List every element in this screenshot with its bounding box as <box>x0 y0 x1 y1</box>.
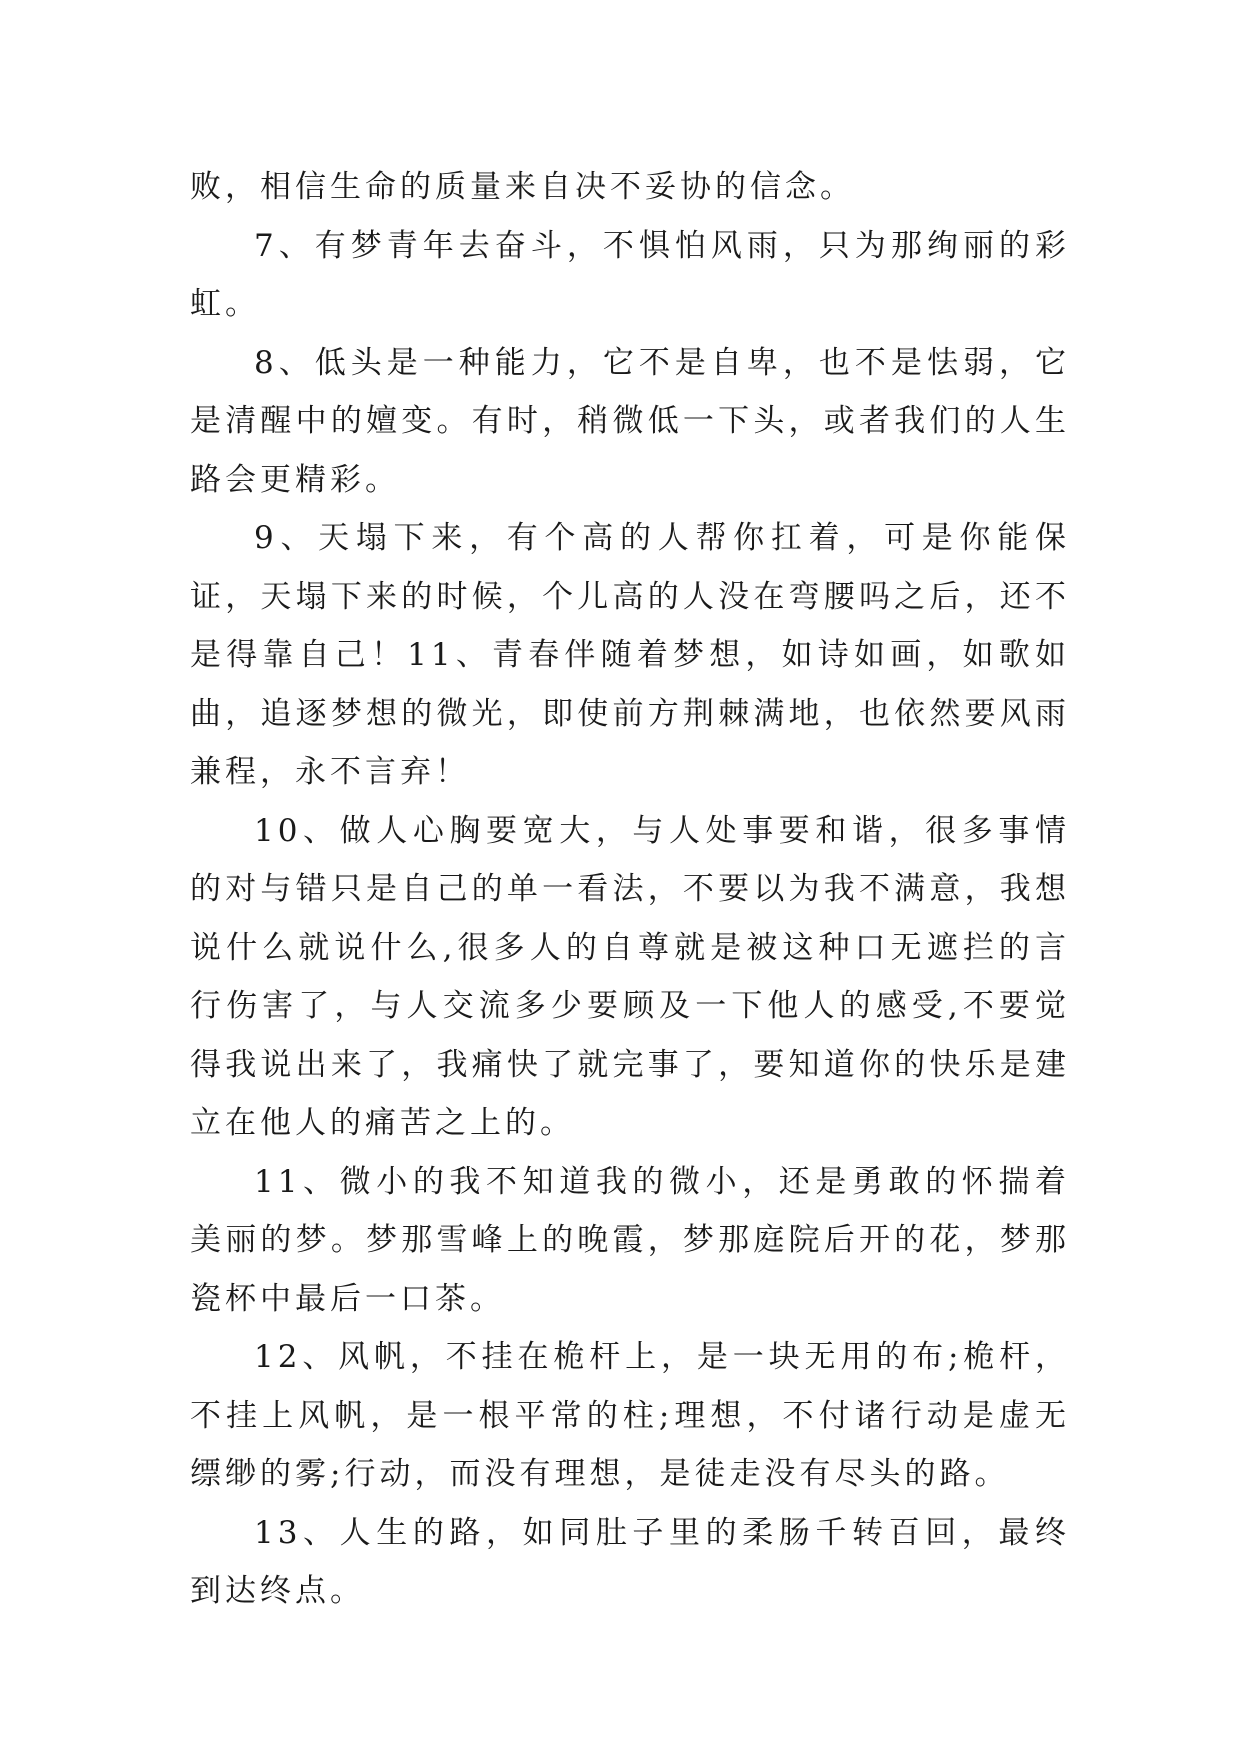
paragraph-item-10: 10、做人心胸要宽大，与人处事要和谐，很多事情的对与错只是自己的单一看法，不要以为我不满意，我想说什么就说什么,很多人的自尊就是被这种口无遮拦的言行伤害了，与人交流多少要顾及一下他人的感受,不要觉得我说出来了，我痛快了就完事了，要知道你的快乐是建立在他人的痛苦之上的。 <box>190 812 1070 1141</box>
paragraph-item-11: 11、微小的我不知道我的微小，还是勇敢的怀揣着美丽的梦。梦那雪峰上的晚霞，梦那庭院后开的花，梦那瓷杯中最后一口茶。 <box>190 1163 1070 1317</box>
paragraph-item-12: 12、风帆，不挂在桅杆上，是一块无用的布;桅杆，不挂上风帆，是一根平常的柱;理想，不付诸行动是虚无缥缈的雾;行动，而没有理想，是徒走没有尽头的路。 <box>190 1339 1070 1492</box>
document-body <box>190 158 1070 1621</box>
paragraph-item-9: 9、天塌下来，有个高的人帮你扛着，可是你能保证，天塌下来的时候，个儿高的人没在弯腰吗之后，还不是得靠自己！11、青春伴随着梦想，如诗如画，如歌如曲，追逐梦想的微光，即使前方荆棘满地，也依然要风雨兼程，永不言弃！ <box>190 520 1070 790</box>
paragraph-item-8: 8、低头是一种能力，它不是自卑，也不是怯弱，它是清醒中的嬗变。有时，稍微低一下头，或者我们的人生路会更精彩。 <box>190 344 1070 498</box>
paragraph-item-7: 7、有梦青年去奋斗，不惧怕风雨，只为那绚丽的彩虹。 <box>190 227 1070 322</box>
paragraph-continuation: 败，相信生命的质量来自决不妥协的信念。 <box>190 169 855 205</box>
paragraph-item-13: 13、人生的路，如同肚子里的柔肠千转百回，最终到达终点。 <box>190 1514 1070 1609</box>
